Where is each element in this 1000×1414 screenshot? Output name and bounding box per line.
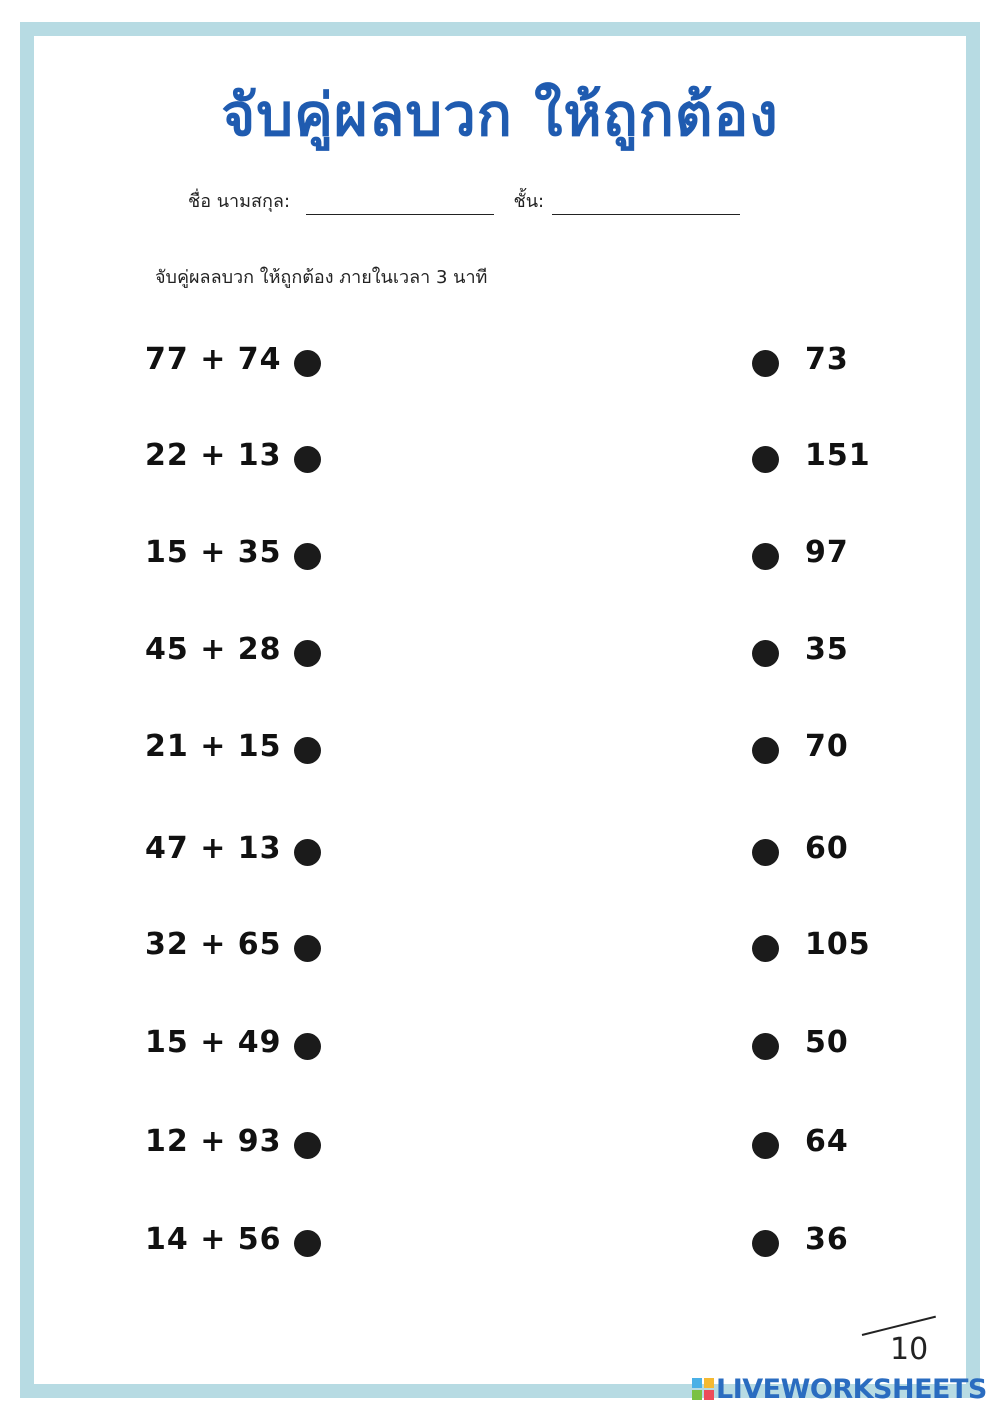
- right-match-dot[interactable]: [752, 350, 779, 377]
- problem-expression: 14 + 56: [145, 1222, 282, 1257]
- instructions-text: จับคู่ผลลบวก ให้ถูกต้อง ภายในเวลา 3 นาที: [155, 267, 488, 288]
- left-match-dot[interactable]: [294, 640, 321, 667]
- left-match-dot[interactable]: [294, 350, 321, 377]
- problem-expression: 15 + 49: [145, 1025, 282, 1060]
- match-row: [0, 432, 1000, 482]
- match-row: [0, 1216, 1000, 1266]
- student-info-row: [188, 186, 740, 215]
- left-match-dot[interactable]: [294, 446, 321, 473]
- score-box: [860, 1316, 950, 1372]
- class-label: ชั้น:: [513, 191, 545, 212]
- answer-value: 97: [805, 535, 849, 570]
- right-match-dot[interactable]: [752, 839, 779, 866]
- left-match-dot[interactable]: [294, 1132, 321, 1159]
- right-match-dot[interactable]: [752, 1132, 779, 1159]
- match-row: [0, 921, 1000, 971]
- match-row: [0, 1019, 1000, 1069]
- name-label: ชื่อ นามสกุล:: [188, 191, 291, 212]
- problem-expression: 22 + 13: [145, 438, 282, 473]
- name-field[interactable]: [306, 198, 494, 215]
- answer-value: 36: [805, 1222, 849, 1257]
- right-match-dot[interactable]: [752, 737, 779, 764]
- problem-expression: 12 + 93: [145, 1124, 282, 1159]
- answer-value: 151: [805, 438, 871, 473]
- answer-value: 35: [805, 632, 849, 667]
- right-match-dot[interactable]: [752, 543, 779, 570]
- problem-expression: 21 + 15: [145, 729, 282, 764]
- answer-value: 64: [805, 1124, 849, 1159]
- right-match-dot[interactable]: [752, 640, 779, 667]
- left-match-dot[interactable]: [294, 1033, 321, 1060]
- answer-value: 105: [805, 927, 871, 962]
- left-match-dot[interactable]: [294, 935, 321, 962]
- right-match-dot[interactable]: [752, 446, 779, 473]
- score-total: 10: [890, 1332, 929, 1367]
- left-match-dot[interactable]: [294, 543, 321, 570]
- match-row: [0, 529, 1000, 579]
- problem-expression: 47 + 13: [145, 831, 282, 866]
- left-match-dot[interactable]: [294, 1230, 321, 1257]
- left-match-dot[interactable]: [294, 839, 321, 866]
- class-field[interactable]: [552, 198, 740, 215]
- left-match-dot[interactable]: [294, 737, 321, 764]
- answer-value: 70: [805, 729, 849, 764]
- right-match-dot[interactable]: [752, 1230, 779, 1257]
- problem-expression: 45 + 28: [145, 632, 282, 667]
- page-border: [20, 22, 980, 1398]
- answer-value: 73: [805, 342, 849, 377]
- brand-name: LIVEWORKSHEETS: [716, 1374, 987, 1405]
- match-row: [0, 626, 1000, 676]
- match-row: [0, 1118, 1000, 1168]
- match-row: [0, 723, 1000, 773]
- match-row: [0, 825, 1000, 875]
- right-match-dot[interactable]: [752, 1033, 779, 1060]
- answer-value: 50: [805, 1025, 849, 1060]
- answer-value: 60: [805, 831, 849, 866]
- problem-expression: 32 + 65: [145, 927, 282, 962]
- problem-expression: 77 + 74: [145, 342, 282, 377]
- right-match-dot[interactable]: [752, 935, 779, 962]
- worksheet-title: จับคู่ผลบวก ให้ถูกต้อง: [221, 81, 779, 149]
- match-row: [0, 336, 1000, 386]
- liveworksheets-icon: [692, 1378, 714, 1400]
- problem-expression: 15 + 35: [145, 535, 282, 570]
